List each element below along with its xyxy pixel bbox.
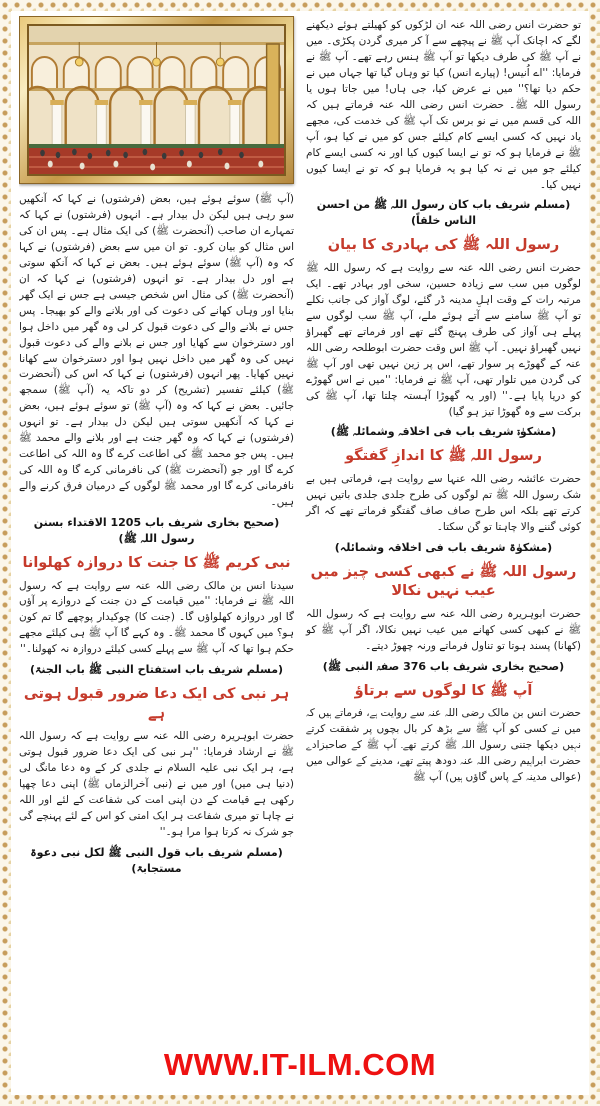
hadith-paragraph: تو حضرت انس رضی اللہ عنہ ان لڑکوں کو کھیلتے ہوئے دیکھنے لگے کہ اچانک آپ ﷺ نے پیچھے سے آ کر میری گردن پکڑی۔ میں نے آپ ﷺ کی طرف دیکھا تو آپ ﷺ ہنس رہے تھے۔ آپ ﷺ نے فرمایا: ''اے اُنیس! (پیارے انس) کیا تو وہاں گیا تھا جہاں میں نے حکم دیا تھا؟'' میں نے عرض کیا، جی ہاں! میں جاتا ہوں یا رسول اللہ ﷺ۔ حضرت انس رضی اللہ عنہ فرماتے ہیں کہ اللہ کی قسم میں نے نو برس تک آپ ﷺ کی خدمت کی، مجھے یاد نہیں کہ کسی ایسے کام کیلئے جس کو میں نے کیا ہو، آپ ﷺ نے فرمایا ہو کہ تو نے ایسا کیوں کیا اور نہ کسی ایسے کام کیلئے جو میں نے نہ کیا ہو یہ فرمایا ہو کہ تو نے ایسا کیوں نہیں کیا۔ bbox=[306, 19, 581, 191]
page-inner bbox=[11, 11, 589, 1095]
hadith-paragraph: حضرت ابوہریرہ رضی اللہ عنہ سے روایت ہے کہ رسول اللہ ﷺ نے کبھی کسی کھانے میں عیب نہیں نکالا، اگر آپ ﷺ کو (کھانا) پسند ہوتا تو تناول فرماتے ورنہ چھوڑ دیتے۔ bbox=[306, 607, 581, 652]
section-heading: رسول اللہ ﷺ کی بہادری کا بیان bbox=[327, 237, 560, 254]
left-column bbox=[19, 16, 294, 1038]
hadith-paragraph: حضرت ابوہریرہ رضی اللہ عنہ سے روایت ہے کہ رسول اللہ ﷺ نے ارشاد فرمایا: ''ہر نبی کی ایک دعا ضرور قبول ہوتی ہے، ہر ایک نبی علیہ السلام نے جلدی کر کے وہ دعا مانگ لی (دنیا ہی میں) اور میں نے (نبی آخرالزماں ﷺ) اپنی دعا چھپا رکھی ہے قیامت کے دن اپنی امت کی شفاعت کے لئے اور اللہ نے چاہا تو میری شفاعت ہر ایک امتی کو اس کے لئے پہنچے گی جو شرک نہ کرتا ہوا مرا ہو۔'' bbox=[19, 730, 294, 839]
section-heading: آپ ﷺ کا لوگوں سے برتاؤ bbox=[354, 682, 533, 699]
mosque-photo bbox=[29, 26, 284, 174]
hadith-paragraph: سیدنا انس بن مالک رضی اللہ عنہ سے روایت ہے کہ رسول اللہ ﷺ نے فرمایا: ''میں قیامت کے دن جنت کے دروازے پر آؤں گا اور دروازہ کھلواؤں گا۔ (جنت کا) چوکیدار پوچھے گا تم کون ہو؟ میں کہوں گا محمد ﷺ۔ وہ کہے گا آپ ﷺ ہی کیلئے مجھے حکم ہوا تھا کہ آپ ﷺ سے پہلے کسی کیلئے دروازہ نہ کھولنا۔'' bbox=[19, 579, 294, 656]
section-heading: رسول اللہ ﷺ نے کبھی کسی چیز میں عیب نہیں نکالا bbox=[310, 563, 577, 600]
hadith-citation: (مسلم شریف باب استفتاح النبی ﷺ باب الجنۃ) bbox=[29, 663, 284, 677]
two-column-content bbox=[19, 16, 581, 1038]
hadith-citation: (صحیح بخاری شریف باب 1205 الاقتداء بسنن رسول اللہ ﷺ) bbox=[33, 516, 280, 545]
hadith-citation: (صحیح بخاری شریف باب 376 صفۃ النبی ﷺ) bbox=[322, 659, 565, 673]
hadith-paragraph: (آپ ﷺ) سوئے ہوئے ہیں، بعض (فرشتوں) نے کہا کہ آنکھیں سو رہی ہیں لیکن دل بیدار ہے۔ انہوں (فرشتوں) نے کہا کہ تمہارے ان صاحب (آنحضرت ﷺ) کی ایک مثال ہے۔ پس ان کی اس مثال کو بیان کرو۔ تو ان میں سے بعض (فرشتوں) نے کہا کہ وہ (آپ ﷺ) سوئے ہوئے ہیں۔ بعض نے کہا کہ آنکھ سوتی ہے اور دل بیدار ہے۔ تو انہوں (فرشتوں) نے کہا کہ ان (آنحضرت ﷺ) کی مثال اس شخص جیسی ہے جس نے ایک گھر بنایا اور وہاں کھانے کی دعوت کی اور بلانے والے کو بھیجا۔ پس جس نے بلانے والے کی دعوت قبول کر لی وہ گھر میں داخل ہوا اور دسترخوان سے کھایا اور جس نے بلانے والے کی دعوت قبول نہیں کی وہ گھر میں داخل نہیں ہوا اور دسترخوان سے کھانا نہیں کھایا۔ پھر انہوں (فرشتوں) نے کہا کہ اس کی (آنحضرت ﷺ) کیلئے تفسیر (تشریح) کر دو تاکہ یہ (آپ ﷺ) سمجھ جائیں۔ بعض نے کہا کہ وہ (آپ ﷺ) تو سوئے ہوئے ہیں، بعض نے کہا کہ آنکھیں سوتی ہیں لیکن دل بیدار ہے۔ تو انہوں (فرشتوں) نے کہا کہ وہ گھر جنت ہے اور بلانے والے محمد ﷺ ہیں۔ پس جو محمد ﷺ کی اطاعت کرے گا وہ اللہ کی اطاعت کرے گا اور جو (آنحضرت ﷺ) کی نافرمانی کرے گا وہ اللہ کی نافرمانی کرے گا اور محمد ﷺ لوگوں کے درمیان فرق کرنے والے ہیں۔ bbox=[19, 193, 294, 509]
hadith-citation: (مشکوٰۃ شریف باب فی اخلاقہ وشمائلہ ﷺ) bbox=[330, 425, 557, 439]
hadith-paragraph: حضرت عائشہ رضی اللہ عنہا سے روایت ہے، فرماتی ہیں بے شک رسول اللہ ﷺ تم لوگوں کی طرح جلدی جلدی باتیں نہیں کرتے تھے بلکہ اس طرح صاف صاف گفتگو فرماتے تھے کہ اگر کوئی گننے والا چاہتا تو گن سکتا۔ bbox=[306, 472, 581, 533]
mosque-photo-frame bbox=[19, 16, 294, 184]
mosque-photo-inner-border bbox=[27, 24, 286, 176]
hadith-citation: (مشکوٰۃ شریف باب فی اخلاقہ وشمائلہ) bbox=[334, 540, 553, 554]
hadith-citation: (مسلم شریف باب کان رسول اللہ ﷺ من احسن الناس خلقاً) bbox=[316, 198, 571, 228]
website-url[interactable]: WWW.IT-ILM.COM bbox=[163, 1047, 437, 1082]
hadith-citation: (مسلم شریف باب قول النبی ﷺ لکل نبی دعوۃ مستجابۃ) bbox=[30, 846, 283, 875]
hadith-paragraph: حضرت انس رضی اللہ عنہ سے روایت ہے کہ رسول اللہ ﷺ لوگوں میں سب سے زیادہ حسین، سخی اور بہادر تھے۔ ایک مرتبہ رات کے وقت اہلِ مدینہ ڈر گئے، لوگ آواز کی جانب نکلے تو آپ ﷺ سامنے سے آتے ہوئے ملے، آپ ﷺ سب لوگوں سے پہلے ہی آواز کی طرف پہنچ گئے تھے اور فرماتے تھے گھبراؤ نہیں گھبراؤ نہیں۔ آپ ﷺ اس وقت حضرت ابوطلحہ رضی اللہ عنہ کے گھوڑے پر سوار تھے، اس پر زین نہیں تھی اور آپ ﷺ کی گردن میں تلوار تھی، آپ ﷺ نے فرمایا: ''میں نے اس گھوڑے کو دریا پایا ہے۔'' (اور یہ گھوڑا آہستہ چلتا تھا، آپ ﷺ کی برکت سے وہ گھوڑا تیز ہو گیا) bbox=[306, 261, 581, 418]
hadith-paragraph: حضرت انس بن مالک رضی اللہ عنہ سے روایت ہے، فرماتے ہیں کہ میں نے کسی کو آپ ﷺ سے بڑھ کر بال بچوں پر شفقت کرتے نہیں دیکھا جتنی رسول اللہ ﷺ کرتے تھے۔ آپ ﷺ کے صاحبزادے حضرت ابراہیم رضی اللہ عنہ دودھ پیتے تھے، مدینے کے عوالی میں (عوالی مدینہ کے پاس گاؤں ہیں) آپ ﷺ bbox=[306, 707, 581, 783]
section-heading: رسول اللہ ﷺ کا اندازِ گفتگو bbox=[345, 448, 542, 465]
section-heading: ہر نبی کی ایک دعا ضرور قبول ہوتی ہے bbox=[23, 686, 290, 722]
right-column bbox=[306, 16, 581, 1038]
section-heading: نبی کریم ﷺ کا جنت کا دروازہ کھلوانا bbox=[22, 554, 291, 571]
